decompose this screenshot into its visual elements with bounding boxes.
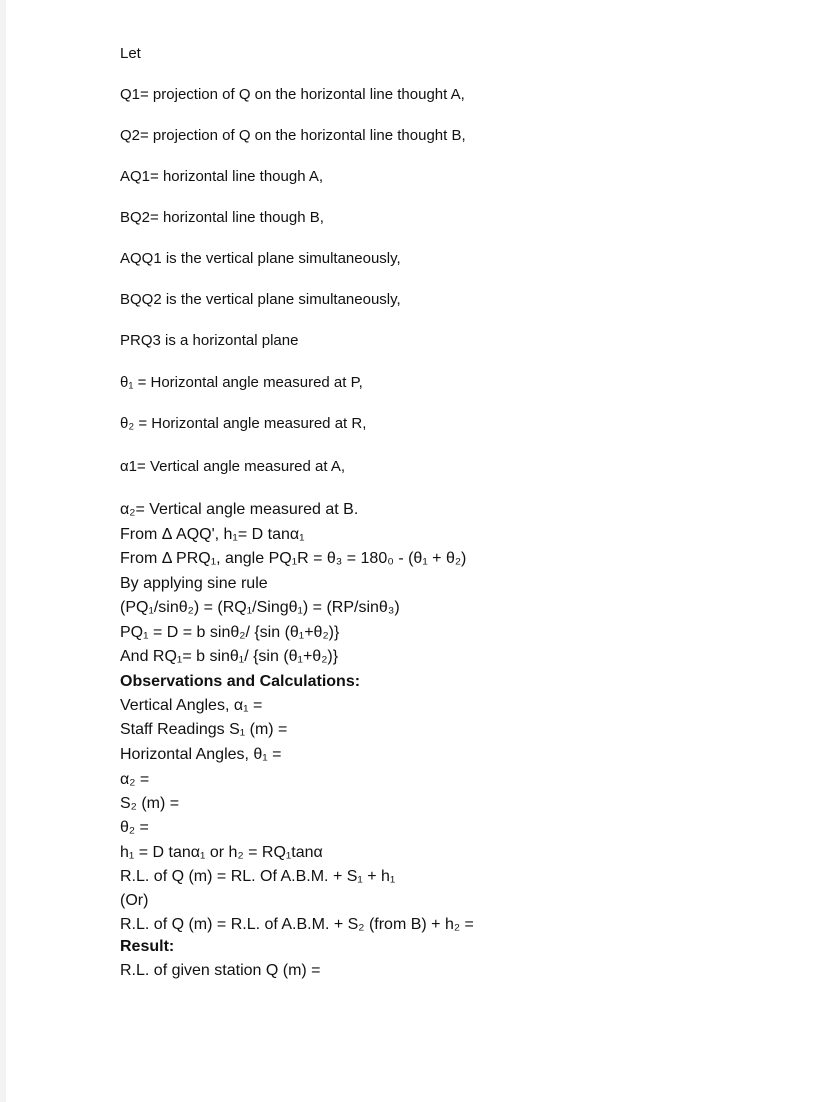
text-bq2-definition: BQ2= horizontal line though B, (120, 209, 324, 226)
text-sine-rule-intro: By applying sine rule (120, 575, 268, 592)
text-sine-rule: (PQ₁/sinθ₂) = (RQ₁/Singθ₁) = (RP/sinθ₃) (120, 599, 400, 616)
text-horizontal-angles: Horizontal Angles, θ₁ = (120, 746, 282, 763)
text-theta3-formula: From Δ PRQ₁, angle PQ₁R = θ₃ = 180₀ - (θ₁ + θ₂) (120, 550, 467, 567)
text-rl-formula-1: R.L. of Q (m) = RL. Of A.B.M. + S₁ + h₁ (120, 868, 396, 885)
text-aq1-definition: AQ1= horizontal line though A, (120, 168, 324, 185)
text-h1-h2-formula: h₁ = D tanα₁ or h₂ = RQ₁tanα (120, 844, 323, 861)
text-h1-formula: From Δ AQQ', h₁= D tanα₁ (120, 526, 305, 543)
text-bqq2-plane: BQQ2 is the vertical plane simultaneously, (120, 291, 401, 308)
text-alpha2-definition: α₂= Vertical angle measured at B. (120, 501, 359, 518)
text-alpha1-definition: α1= Vertical angle measured at A, (120, 458, 346, 475)
text-aqq1-plane: AQQ1 is the vertical plane simultaneously, (120, 250, 401, 267)
heading-result: Result: (120, 938, 175, 955)
text-rq1-formula: And RQ₁= b sinθ₁/ {sin (θ₁+θ₂)} (120, 648, 339, 665)
text-theta2-definition: θ₂ = Horizontal angle measured at R, (120, 415, 367, 432)
text-rl-formula-2: R.L. of Q (m) = R.L. of A.B.M. + S₂ (from B) + h₂ = (120, 916, 474, 933)
text-s2-value: S₂ (m) = (120, 795, 180, 812)
text-staff-readings: Staff Readings S₁ (m) = (120, 721, 288, 738)
heading-observations: Observations and Calculations: (120, 673, 361, 690)
text-pq1-formula: PQ₁ = D = b sinθ₂/ {sin (θ₁+θ₂)} (120, 624, 340, 641)
text-vertical-angles: Vertical Angles, α₁ = (120, 697, 263, 714)
text-let: Let (120, 45, 141, 62)
text-or: (Or) (120, 892, 149, 909)
text-alpha2-value: α₂ = (120, 771, 150, 788)
text-rl-result: R.L. of given station Q (m) = (120, 962, 321, 979)
text-q2-definition: Q2= projection of Q on the horizontal line thought B, (120, 127, 466, 144)
text-theta2-value: θ₂ = (120, 819, 149, 836)
text-theta1-definition: θ₁ = Horizontal angle measured at P, (120, 374, 363, 391)
text-q1-definition: Q1= projection of Q on the horizontal line thought A, (120, 86, 465, 103)
text-prq3-plane: PRQ3 is a horizontal plane (120, 332, 299, 349)
